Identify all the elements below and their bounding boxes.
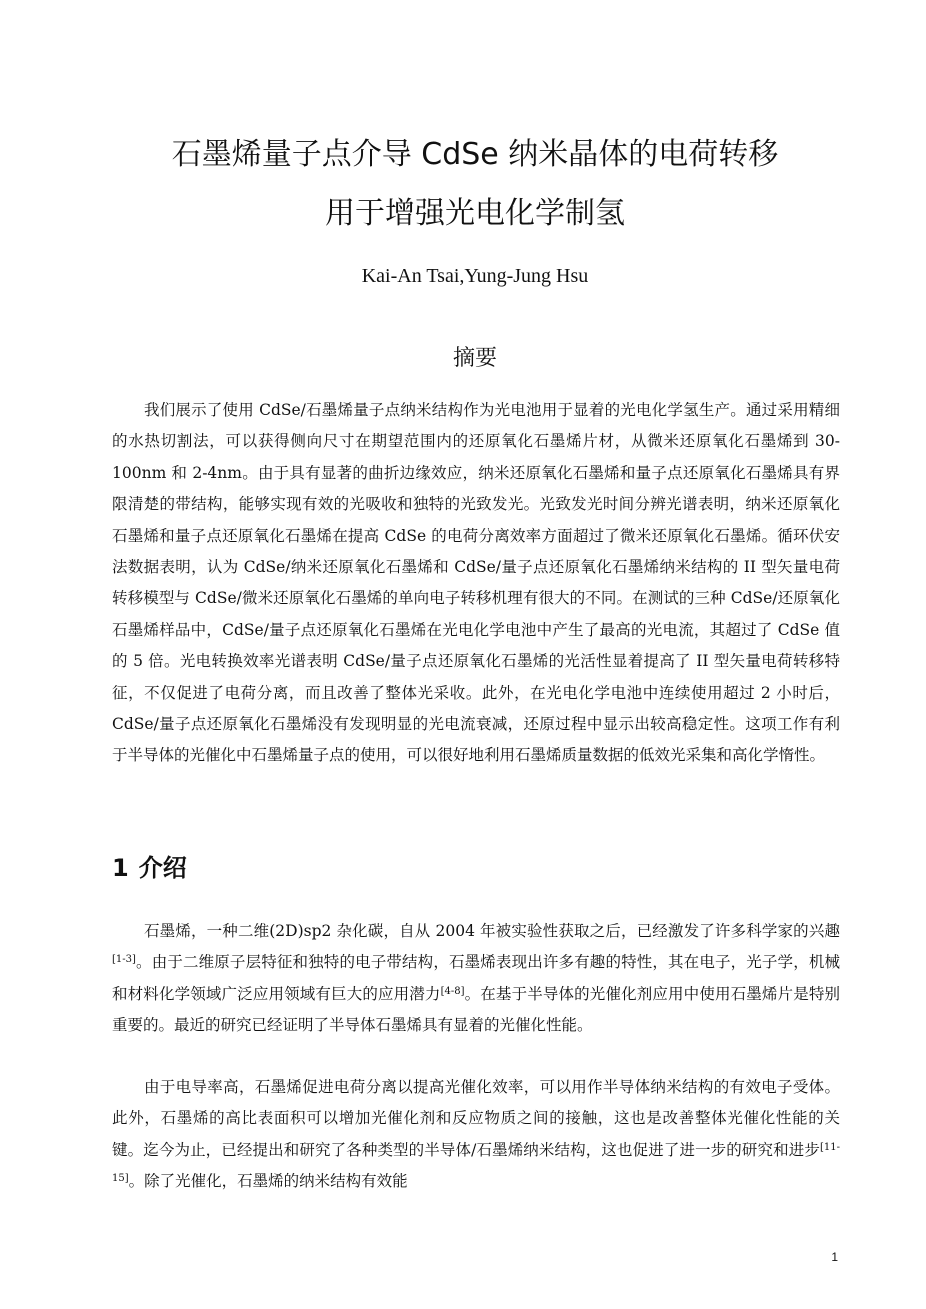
author-list: Kai-An Tsai,Yung-Jung Hsu [361, 265, 589, 287]
section-number: 1 [112, 854, 129, 882]
citation: [1-3] [112, 954, 136, 966]
paragraph-text: 。在基于半导体的光催化剂应用中使用石墨烯片是特别重要的。最近的研究已经证明了半导体石墨烯具有显着的光催化性能。 [112, 984, 840, 1035]
abstract-text: 我们展示了使用 CdSe/石墨烯量子点纳米结构作为光电池用于显着的光电化学氢生产。通过采用精细的水热切割法，可以获得侧向尺寸在期望范围内的还原氧化石墨烯片材，从微米还原氧化石墨烯到 30-100nm 和 2-4nm。由于具有显著的曲折边缘效应，纳米还原氧化石墨烯和量子点还原氧化石墨烯具有界限清楚的带结构，能够实现有效的光吸收和独特的光致发光。光致发光时间分辨光谱表明，纳米还原氧化石墨烯和量子点还原氧化石墨烯在提高 CdSe 的电荷分离效率方面超过了微米还原氧化石墨烯。循环伏安法数据表明，认为 CdSe/纳米还原氧化石墨烯和 CdSe/量子点还原氧化石墨烯纳米结构的 II 型矢量电荷转移模型与 CdSe/微米还原氧化石墨烯的单向电子转移机理有很大的不同。在测试的三种 CdSe/还原氧化石墨烯样品中，CdSe/量子点还原氧化石墨烯在光电化学电池中产生了最高的光电流，其超过了 CdSe 值的 5 倍。光电转换效率光谱表明 CdSe/量子点还原氧化石墨烯的光活性显着提高了 II 型矢量电荷转移特征，不仅促进了电荷分离，而且改善了整体光采收。此外，在光电化学电池中连续使用超过 2 小时后，CdSe/量子点还原氧化石墨烯没有发现明显的光电流衰减，还原过程中显示出较高稳定性。这项工作有利于半导体的光催化中石墨烯量子点的使用，可以很好地利用石墨烯质量数据的低效光采集和高化学惰性。 [112, 401, 840, 765]
section-heading-introduction [112, 850, 197, 886]
citation: [11-15] [112, 1141, 840, 1185]
page-number: 1 [831, 1250, 838, 1264]
paragraph-text: 由于电导率高，石墨烯促进电荷分离以提高光催化效率，可以用作半导体纳米结构的有效电子受体。此外，石墨烯的高比表面积可以增加光催化剂和反应物质之间的接触，这也是改善整体光催化性能的关键。迄今为止，已经提出和研究了各种类型的半导体/石墨烯纳米结构，这也促进了进一步的研究和进步 [112, 1078, 840, 1159]
abstract-heading: 摘要 [452, 346, 497, 371]
paper-title-line-2: 用于增强光电化学制氢 [325, 196, 625, 231]
intro-paragraph-1 [112, 916, 840, 1042]
intro-paragraph-2 [112, 1072, 840, 1198]
paragraph-text: 。除了光催化，石墨烯的纳米结构有效能 [128, 1172, 408, 1191]
paragraph-text: 石墨烯，一种二维(2D)sp2 杂化碳，自从 2004 年被实验性获取之后，已经激发了许多科学家的兴趣 [144, 922, 840, 940]
paragraph-text: 。由于二维原子层特征和独特的电子带结构，石墨烯表现出许多有趣的特性，其在电子，光子学，机械和材料化学领域广泛应用领域有巨大的应用潜力 [112, 953, 840, 1003]
paper-title-line-1: 石墨烯量子点介导 CdSe 纳米晶体的电荷转移 [171, 137, 779, 172]
section-title: 介绍 [138, 854, 187, 882]
citation: [4-8] [440, 985, 465, 997]
